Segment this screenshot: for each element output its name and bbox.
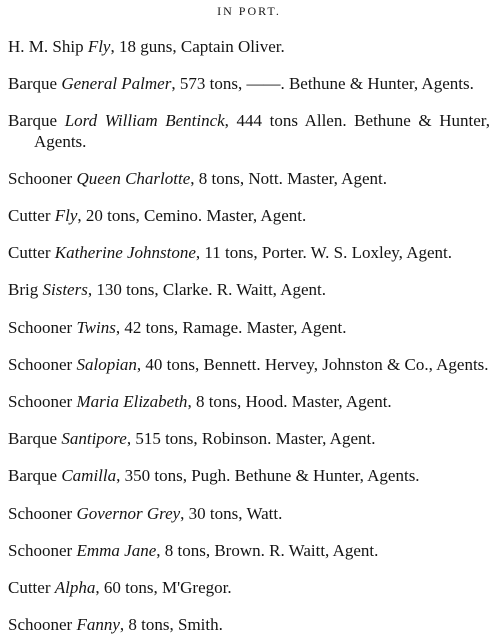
vessel-name: Katherine Johnstone bbox=[54, 243, 196, 263]
vessel-entry bbox=[8, 206, 490, 226]
section-heading: IN PORT. bbox=[217, 4, 281, 18]
vessel-name: Queen Charlotte bbox=[76, 168, 191, 188]
vessel-type: Schooner bbox=[8, 317, 77, 337]
vessel-name: Maria Elizabeth bbox=[76, 392, 188, 412]
vessel-type: Schooner bbox=[8, 615, 77, 635]
vessel-details: , 40 tons, Bennett. Hervey, Johnston & Co., Agents. bbox=[136, 354, 489, 374]
vessel-details: , 8 tons, Brown. R. Waitt, Agent. bbox=[156, 540, 379, 560]
vessel-details: , 444 tons Allen. Bethune & Hunter, Agents. bbox=[34, 111, 491, 151]
vessel-details: , 8 tons, Nott. Master, Agent. bbox=[190, 168, 387, 188]
vessel-list bbox=[8, 37, 490, 635]
vessel-type: Brig bbox=[8, 280, 43, 300]
vessel-type: Barque bbox=[8, 466, 62, 486]
vessel-type: Schooner bbox=[8, 540, 77, 560]
vessel-type: Schooner bbox=[8, 503, 77, 523]
vessel-details: , 20 tons, Cemino. Master, Agent. bbox=[77, 206, 307, 226]
vessel-details: , 573 tons, ——. Bethune & Hunter, Agents. bbox=[171, 74, 474, 94]
vessel-name: Sisters bbox=[42, 280, 88, 300]
vessel-name: Governor Grey bbox=[76, 503, 181, 523]
vessel-entry bbox=[8, 280, 490, 300]
vessel-entry bbox=[8, 541, 490, 561]
vessel-name: Alpha bbox=[54, 578, 96, 598]
vessel-entry bbox=[8, 578, 490, 598]
vessel-name: General Palmer bbox=[61, 74, 172, 94]
vessel-name: Fanny bbox=[76, 615, 120, 635]
vessel-entry bbox=[8, 37, 490, 57]
vessel-details: , 18 guns, Captain Oliver. bbox=[110, 37, 285, 56]
vessel-details: , 42 tons, Ramage. Master, Agent. bbox=[115, 317, 347, 337]
vessel-details: , 8 tons, Smith. bbox=[119, 615, 223, 635]
vessel-entry bbox=[8, 429, 490, 449]
vessel-entry bbox=[8, 111, 490, 151]
vessel-type: Cutter bbox=[8, 206, 55, 226]
vessel-name: Twins bbox=[76, 317, 116, 337]
vessel-name: Camilla bbox=[61, 466, 117, 486]
vessel-type: Cutter bbox=[8, 243, 55, 263]
vessel-details: , 30 tons, Watt. bbox=[180, 503, 283, 523]
vessel-name: Lord William Bentinck bbox=[64, 111, 225, 131]
vessel-entry bbox=[8, 392, 490, 412]
vessel-type: Schooner bbox=[8, 168, 77, 188]
vessel-entry bbox=[8, 169, 490, 189]
vessel-details: , 130 tons, Clarke. R. Waitt, Agent. bbox=[87, 280, 327, 300]
vessel-details: , 515 tons, Robinson. Master, Agent. bbox=[126, 429, 376, 449]
vessel-entry bbox=[8, 243, 490, 263]
vessel-entry bbox=[8, 318, 490, 338]
vessel-type: H. M. Ship bbox=[8, 37, 88, 56]
vessel-name: Fly bbox=[54, 206, 78, 226]
vessel-name: Santipore bbox=[61, 429, 127, 449]
vessel-entry bbox=[8, 355, 490, 375]
vessel-details: , 11 tons, Porter. W. S. Loxley, Agent. bbox=[195, 243, 453, 263]
vessel-type: Barque bbox=[8, 111, 65, 131]
vessel-name: Emma Jane bbox=[76, 540, 157, 560]
vessel-details: , 60 tons, M'Gregor. bbox=[95, 578, 232, 598]
vessel-type: Barque bbox=[8, 429, 62, 449]
vessel-type: Schooner bbox=[8, 392, 77, 412]
vessel-name: Fly bbox=[87, 37, 111, 56]
vessel-entry bbox=[8, 504, 490, 524]
vessel-entry bbox=[8, 615, 490, 635]
vessel-name: Salopian bbox=[76, 354, 137, 374]
vessel-type: Cutter bbox=[8, 578, 55, 598]
vessel-entry bbox=[8, 466, 490, 486]
vessel-entry bbox=[8, 74, 490, 94]
vessel-details: , 8 tons, Hood. Master, Agent. bbox=[187, 392, 392, 412]
vessel-type: Schooner bbox=[8, 354, 77, 374]
vessel-details: , 350 tons, Pugh. Bethune & Hunter, Agents. bbox=[116, 466, 420, 486]
vessel-type: Barque bbox=[8, 74, 62, 94]
